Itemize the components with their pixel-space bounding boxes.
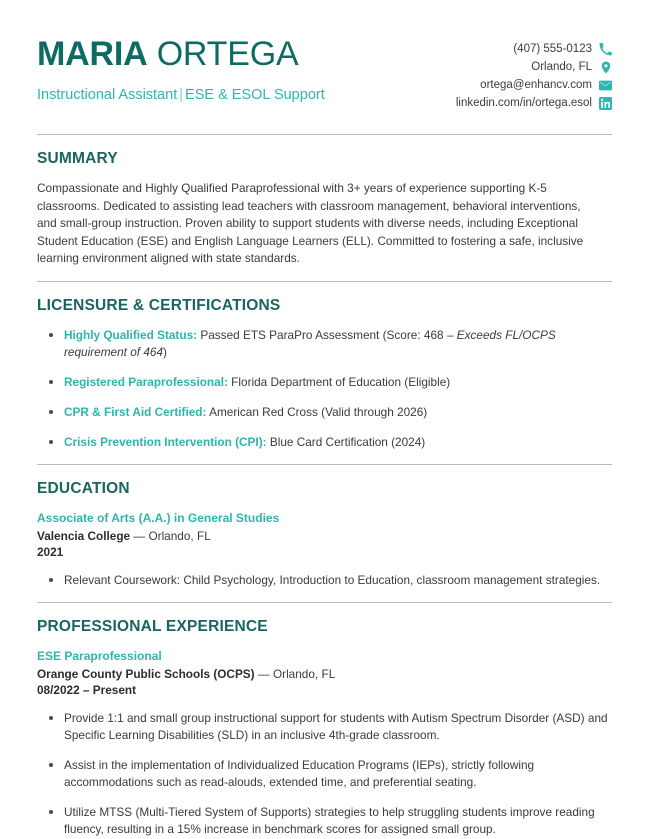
- job-title: ESE Paraprofessional: [37, 648, 162, 663]
- experience-bullets: [37, 710, 612, 838]
- section-education: [37, 451, 612, 589]
- list-item: Assist in the implementation of Individualized Education Programs (IEPs), strictly following accommodations such as read-alouds, extended time, and preferential seating.: [37, 757, 612, 791]
- list-item: Utilize MTSS (Multi-Tiered System of Supports) strategies to help struggling students improve reading fluency, resulting in a 15% increase in benchmark scores for assigned small group.: [37, 804, 612, 838]
- section-divider: [37, 602, 612, 603]
- experience-entry: [37, 648, 612, 838]
- employment-dates: 08/2022 – Present: [37, 682, 137, 697]
- candidate-name: [37, 34, 325, 74]
- cert-text: Blue Card Certification (2024): [266, 434, 426, 449]
- tagline-left: Instructional Assistant: [37, 87, 178, 103]
- cert-text: American Red Cross (Valid through 2026): [206, 404, 428, 419]
- phone-icon: [599, 43, 612, 56]
- section-licensure: [37, 268, 612, 451]
- section-experience: [37, 589, 612, 838]
- section-divider: [37, 281, 612, 282]
- summary-heading: SUMMARY: [37, 150, 118, 167]
- cert-label: Crisis Prevention Intervention (CPI):: [64, 434, 267, 449]
- list-item: Provide 1:1 and small group instructional support for students with Autism Spectrum Disorder (ASD) and Specific Learning Disabilities (SLD) in an inclusive 4th-grade classroom.: [37, 710, 612, 744]
- resume-header: [37, 28, 612, 121]
- institution-line: [37, 528, 612, 544]
- degree-title: Associate of Arts (A.A.) in General Studies: [37, 510, 280, 525]
- section-divider: [37, 134, 612, 135]
- education-year: 2021: [37, 544, 64, 559]
- linkedin-icon: [599, 97, 612, 110]
- cert-emphasis: Exceeds FL/OCPS requirement of 464: [64, 327, 556, 359]
- contact-phone-text: (407) 555-0123: [513, 43, 592, 55]
- education-heading: EDUCATION: [37, 479, 130, 497]
- cert-label: Highly Qualified Status:: [64, 327, 198, 342]
- tagline-right: ESE & ESOL Support: [185, 87, 325, 103]
- list-item: [37, 374, 612, 391]
- list-item: [37, 327, 612, 361]
- last-name: ORTEGA: [156, 35, 299, 73]
- contact-email-text: ortega@enhancv.com: [480, 79, 592, 91]
- contact-linkedin[interactable]: [456, 96, 612, 111]
- institution-name: Valencia College: [37, 528, 131, 543]
- licensure-list: [37, 327, 612, 451]
- cert-label: CPR & First Aid Certified:: [64, 404, 207, 419]
- employer-line: [37, 666, 612, 682]
- candidate-tagline: [37, 86, 325, 104]
- cert-text-after: ): [163, 344, 167, 359]
- section-summary: [37, 121, 612, 268]
- first-name: MARIA: [37, 35, 148, 73]
- institution-location: — Orlando, FL: [130, 528, 211, 543]
- cert-text: Passed ETS ParaPro Assessment (Score: 468 –: [197, 327, 457, 342]
- licensure-heading: LICENSURE & CERTIFICATIONS: [37, 296, 281, 314]
- tagline-separator: |: [179, 87, 184, 103]
- cert-label: Registered Paraprofessional:: [64, 374, 228, 389]
- contact-phone[interactable]: [513, 42, 612, 57]
- section-divider: [37, 464, 612, 465]
- list-item: [37, 434, 612, 451]
- identity-block: [37, 28, 325, 104]
- experience-heading: PROFESSIONAL EXPERIENCE: [37, 617, 268, 635]
- contact-location-text: Orlando, FL: [531, 61, 592, 73]
- list-item: [37, 404, 612, 421]
- employer-location: — Orlando, FL: [254, 666, 336, 681]
- cert-text: Florida Department of Education (Eligible): [227, 374, 451, 389]
- contact-location: [531, 60, 612, 75]
- list-item: Relevant Coursework: Child Psychology, Introduction to Education, classroom management strategies.: [37, 572, 612, 589]
- contact-email[interactable]: [480, 78, 612, 93]
- email-icon: [599, 79, 612, 92]
- contact-linkedin-text: linkedin.com/in/ortega.esol: [455, 97, 592, 109]
- contact-block: [456, 28, 612, 111]
- education-bullets: [37, 572, 612, 589]
- employer-name: Orange County Public Schools (OCPS): [37, 666, 255, 681]
- location-icon: [599, 61, 612, 74]
- education-entry: [37, 510, 612, 589]
- summary-text: Compassionate and Highly Qualified Paraprofessional with 3+ years of experience supporting K-5 classrooms. Dedicated to assisting lead teachers with classroom management, behavioral interventions, and small-group instruction. Proven ability to support students with diverse needs, including Exceptional Student Education (ESE) and English Language Learners (ELL). Committed to fostering a safe, inclusive learning environment aligned with state standards.: [37, 181, 584, 265]
